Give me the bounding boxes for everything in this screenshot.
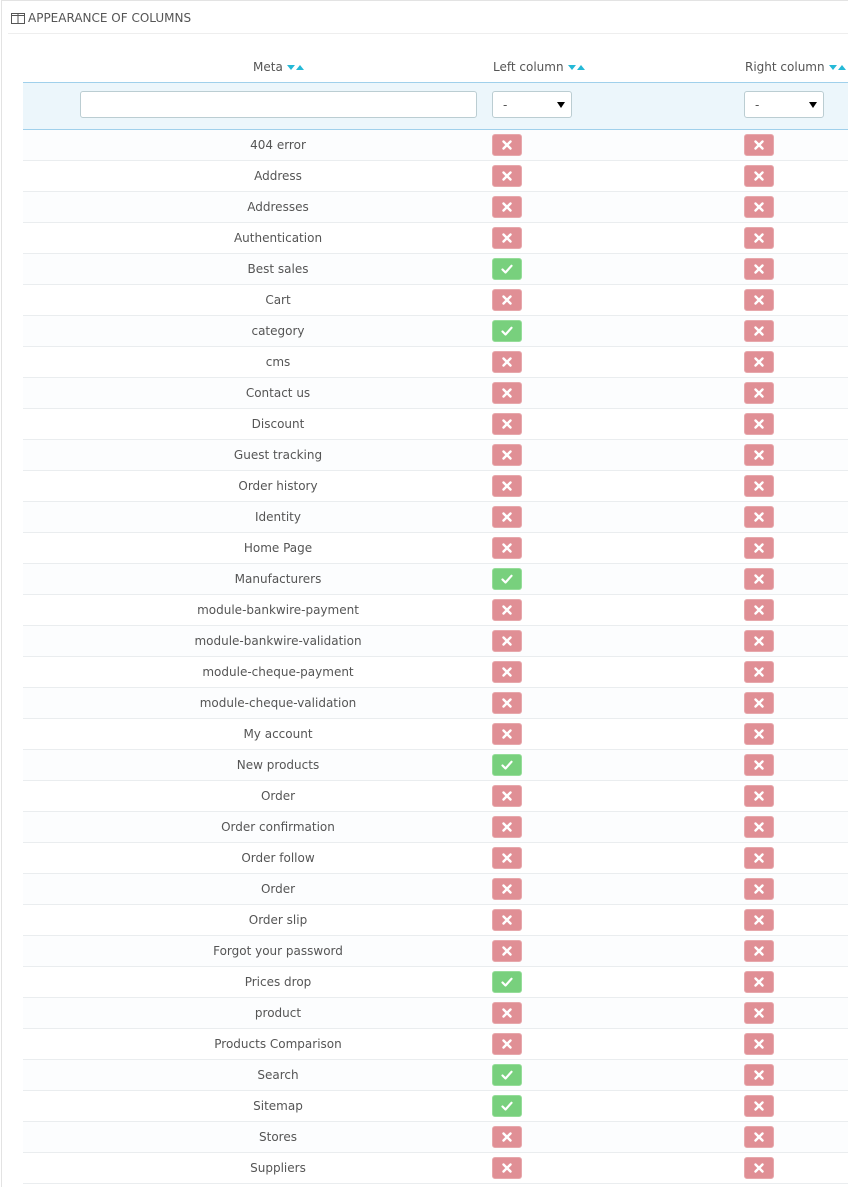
right-column-toggle[interactable]	[744, 289, 774, 311]
table-row	[23, 1029, 848, 1060]
meta-name: Authentication	[233, 231, 323, 245]
check-icon	[501, 1100, 513, 1112]
right-column-toggle[interactable]	[744, 909, 774, 931]
close-icon	[753, 604, 765, 616]
close-icon	[501, 356, 513, 368]
right-column-toggle[interactable]	[744, 382, 774, 404]
header-right-label: Right column	[745, 60, 825, 74]
meta-name: Stores	[259, 1130, 297, 1144]
close-icon	[501, 139, 513, 151]
close-icon	[753, 449, 765, 461]
header-right-column	[745, 59, 846, 75]
close-icon	[753, 852, 765, 864]
close-icon	[501, 170, 513, 182]
meta-name: Identity	[255, 510, 301, 524]
right-column-toggle[interactable]	[744, 661, 774, 683]
left-column-toggle[interactable]	[492, 320, 522, 342]
table-row	[23, 502, 848, 533]
close-icon	[753, 418, 765, 430]
close-icon	[501, 387, 513, 399]
table-row	[23, 688, 848, 719]
close-icon	[753, 1069, 765, 1081]
table-row	[23, 192, 848, 223]
left-column-toggle[interactable]	[492, 909, 522, 931]
check-icon	[501, 325, 513, 337]
table-row	[23, 440, 848, 471]
close-icon	[753, 387, 765, 399]
left-column-toggle[interactable]	[492, 1002, 522, 1024]
meta-name: Guest tracking	[233, 448, 323, 462]
right-column-toggle[interactable]	[744, 1033, 774, 1055]
meta-name: New products	[236, 758, 320, 772]
table-row	[23, 750, 848, 781]
close-icon	[753, 170, 765, 182]
meta-name: Contact us	[245, 386, 311, 400]
close-icon	[753, 294, 765, 306]
close-icon	[501, 728, 513, 740]
table-row	[23, 533, 848, 564]
right-column-toggle[interactable]	[744, 258, 774, 280]
right-column-toggle[interactable]	[744, 1095, 774, 1117]
right-column-toggle[interactable]	[744, 1002, 774, 1024]
sort-asc-icon[interactable]	[577, 65, 585, 70]
columns-table	[23, 49, 848, 1184]
header-meta	[253, 59, 304, 75]
close-icon	[753, 790, 765, 802]
check-icon	[501, 263, 513, 275]
right-column-toggle[interactable]	[744, 165, 774, 187]
meta-name: 404 error	[250, 138, 306, 152]
close-icon	[753, 635, 765, 647]
right-column-toggle[interactable]	[744, 196, 774, 218]
left-column-toggle[interactable]	[492, 723, 522, 745]
meta-name: Order confirmation	[221, 820, 335, 834]
table-row	[23, 967, 848, 998]
right-column-toggle[interactable]	[744, 940, 774, 962]
left-column-toggle[interactable]	[492, 630, 522, 652]
table-row	[23, 874, 848, 905]
right-column-toggle[interactable]	[744, 971, 774, 993]
close-icon	[753, 480, 765, 492]
meta-name: Suppliers	[250, 1161, 306, 1175]
right-column-toggle[interactable]	[744, 444, 774, 466]
right-column-toggle[interactable]	[744, 506, 774, 528]
chevron-down-icon	[809, 102, 817, 108]
meta-name: Addresses	[247, 200, 309, 214]
close-icon	[501, 294, 513, 306]
meta-name: My account	[243, 727, 313, 741]
close-icon	[501, 1038, 513, 1050]
close-icon	[753, 1100, 765, 1112]
right-column-toggle[interactable]	[744, 816, 774, 838]
left-column-toggle[interactable]	[492, 382, 522, 404]
table-row	[23, 1091, 848, 1122]
panel	[1, 0, 848, 1187]
header-left-label: Left column	[493, 60, 564, 74]
left-column-toggle[interactable]	[492, 1126, 522, 1148]
close-icon	[501, 883, 513, 895]
left-column-toggle[interactable]	[492, 475, 522, 497]
left-column-toggle[interactable]	[492, 134, 522, 156]
left-column-toggle[interactable]	[492, 1033, 522, 1055]
meta-name: Best sales	[247, 262, 309, 276]
close-icon	[501, 1131, 513, 1143]
table-row	[23, 781, 848, 812]
table-row	[23, 161, 848, 192]
meta-name: Search	[257, 1068, 299, 1082]
right-column-toggle[interactable]	[744, 568, 774, 590]
table-row	[23, 564, 848, 595]
close-icon	[753, 1007, 765, 1019]
left-column-toggle[interactable]	[492, 289, 522, 311]
table-row	[23, 285, 848, 316]
left-column-toggle[interactable]	[492, 568, 522, 590]
close-icon	[753, 945, 765, 957]
heading-divider	[8, 33, 848, 34]
table-row	[23, 223, 848, 254]
table-row	[23, 657, 848, 688]
close-icon	[753, 201, 765, 213]
meta-name: module-bankwire-payment	[197, 603, 359, 617]
header-left-column	[493, 59, 585, 75]
close-icon	[501, 201, 513, 213]
sort-desc-icon[interactable]	[568, 65, 576, 70]
sort-desc-icon[interactable]	[829, 65, 837, 70]
right-column-toggle[interactable]	[744, 878, 774, 900]
left-column-toggle[interactable]	[492, 413, 522, 435]
left-filter-value: -	[503, 97, 508, 112]
table-row	[23, 471, 848, 502]
close-icon	[501, 542, 513, 554]
close-icon	[501, 945, 513, 957]
close-icon	[753, 356, 765, 368]
close-icon	[501, 852, 513, 864]
chevron-down-icon	[557, 102, 565, 108]
check-icon	[501, 759, 513, 771]
meta-name: product	[254, 1006, 302, 1020]
right-column-toggle[interactable]	[744, 692, 774, 714]
left-column-toggle[interactable]	[492, 1095, 522, 1117]
close-icon	[753, 325, 765, 337]
close-icon	[501, 914, 513, 926]
table-header	[23, 49, 848, 82]
right-column-toggle[interactable]	[744, 320, 774, 342]
table-row	[23, 843, 848, 874]
left-column-toggle[interactable]	[492, 754, 522, 776]
close-icon	[501, 1162, 513, 1174]
left-column-filter-select[interactable]	[492, 91, 572, 118]
meta-name: Order history	[238, 479, 318, 493]
meta-name: Sitemap	[253, 1099, 303, 1113]
table-row	[23, 130, 848, 161]
right-column-toggle[interactable]	[744, 723, 774, 745]
close-icon	[753, 1162, 765, 1174]
table-row	[23, 936, 848, 967]
close-icon	[753, 759, 765, 771]
table-row	[23, 347, 848, 378]
sort-asc-icon[interactable]	[296, 65, 304, 70]
close-icon	[501, 821, 513, 833]
meta-name: Order slip	[248, 913, 308, 927]
panel-heading	[11, 9, 191, 27]
table-body	[23, 130, 848, 1184]
close-icon	[501, 635, 513, 647]
close-icon	[753, 666, 765, 678]
right-column-toggle[interactable]	[744, 1064, 774, 1086]
table-row	[23, 409, 848, 440]
left-column-toggle[interactable]	[492, 1064, 522, 1086]
left-column-toggle[interactable]	[492, 692, 522, 714]
meta-name: Home Page	[243, 541, 313, 555]
close-icon	[753, 542, 765, 554]
meta-name: module-cheque-validation	[199, 696, 357, 710]
meta-name: Address	[254, 169, 302, 183]
sort-desc-icon[interactable]	[287, 65, 295, 70]
meta-filter-input[interactable]	[80, 91, 477, 118]
right-column-toggle[interactable]	[744, 785, 774, 807]
meta-name: Cart	[265, 293, 291, 307]
close-icon	[501, 480, 513, 492]
right-column-toggle[interactable]	[744, 599, 774, 621]
right-column-toggle[interactable]	[744, 413, 774, 435]
close-icon	[753, 976, 765, 988]
close-icon	[753, 1131, 765, 1143]
table-row	[23, 316, 848, 347]
meta-name: module-bankwire-validation	[194, 634, 362, 648]
meta-name: Prices drop	[244, 975, 312, 989]
close-icon	[501, 232, 513, 244]
right-column-toggle[interactable]	[744, 1126, 774, 1148]
table-row	[23, 905, 848, 936]
meta-name: module-cheque-payment	[202, 665, 354, 679]
close-icon	[501, 1007, 513, 1019]
right-column-toggle[interactable]	[744, 227, 774, 249]
left-column-toggle[interactable]	[492, 847, 522, 869]
table-row	[23, 1060, 848, 1091]
meta-name: Discount	[251, 417, 305, 431]
table-row	[23, 378, 848, 409]
close-icon	[753, 914, 765, 926]
sort-asc-icon[interactable]	[838, 65, 846, 70]
check-icon	[501, 1069, 513, 1081]
filter-row	[23, 82, 848, 130]
close-icon	[753, 232, 765, 244]
close-icon	[753, 883, 765, 895]
left-column-toggle[interactable]	[492, 785, 522, 807]
right-column-filter-select[interactable]	[744, 91, 824, 118]
right-column-toggle[interactable]	[744, 475, 774, 497]
left-column-toggle[interactable]	[492, 227, 522, 249]
left-column-toggle[interactable]	[492, 661, 522, 683]
meta-name: Order follow	[241, 851, 315, 865]
close-icon	[501, 604, 513, 616]
check-icon	[501, 976, 513, 988]
meta-name: cms	[265, 355, 291, 369]
left-column-toggle[interactable]	[492, 537, 522, 559]
close-icon	[501, 790, 513, 802]
close-icon	[753, 697, 765, 709]
meta-name: Order	[260, 789, 296, 803]
meta-name: category	[251, 324, 305, 338]
close-icon	[501, 511, 513, 523]
table-row	[23, 1153, 848, 1184]
meta-name: Order	[260, 882, 296, 896]
left-column-toggle[interactable]	[492, 816, 522, 838]
table-row	[23, 812, 848, 843]
close-icon	[753, 511, 765, 523]
left-column-toggle[interactable]	[492, 599, 522, 621]
right-filter-value: -	[755, 97, 760, 112]
left-column-toggle[interactable]	[492, 971, 522, 993]
close-icon	[753, 139, 765, 151]
left-column-toggle[interactable]	[492, 351, 522, 373]
left-column-toggle[interactable]	[492, 878, 522, 900]
close-icon	[753, 1038, 765, 1050]
right-column-toggle[interactable]	[744, 134, 774, 156]
meta-name: Manufacturers	[234, 572, 322, 586]
close-icon	[753, 821, 765, 833]
right-column-toggle[interactable]	[744, 537, 774, 559]
right-column-toggle[interactable]	[744, 847, 774, 869]
close-icon	[753, 728, 765, 740]
left-column-toggle[interactable]	[492, 506, 522, 528]
right-column-toggle[interactable]	[744, 1157, 774, 1179]
table-row	[23, 719, 848, 750]
close-icon	[753, 263, 765, 275]
close-icon	[501, 418, 513, 430]
left-column-toggle[interactable]	[492, 444, 522, 466]
left-column-toggle[interactable]	[492, 258, 522, 280]
meta-name: Forgot your password	[213, 944, 343, 958]
meta-name: Products Comparison	[214, 1037, 342, 1051]
table-row	[23, 254, 848, 285]
left-column-toggle[interactable]	[492, 165, 522, 187]
close-icon	[501, 697, 513, 709]
right-column-toggle[interactable]	[744, 754, 774, 776]
close-icon	[501, 449, 513, 461]
left-column-toggle[interactable]	[492, 940, 522, 962]
close-icon	[501, 666, 513, 678]
table-row	[23, 626, 848, 657]
table-row	[23, 1122, 848, 1153]
table-row	[23, 998, 848, 1029]
check-icon	[501, 573, 513, 585]
right-column-toggle[interactable]	[744, 630, 774, 652]
left-column-toggle[interactable]	[492, 1157, 522, 1179]
table-row	[23, 595, 848, 626]
columns-icon	[11, 13, 25, 24]
left-column-toggle[interactable]	[492, 196, 522, 218]
panel-title: APPEARANCE OF COLUMNS	[28, 11, 192, 25]
close-icon	[753, 573, 765, 585]
header-meta-label: Meta	[253, 60, 283, 74]
right-column-toggle[interactable]	[744, 351, 774, 373]
